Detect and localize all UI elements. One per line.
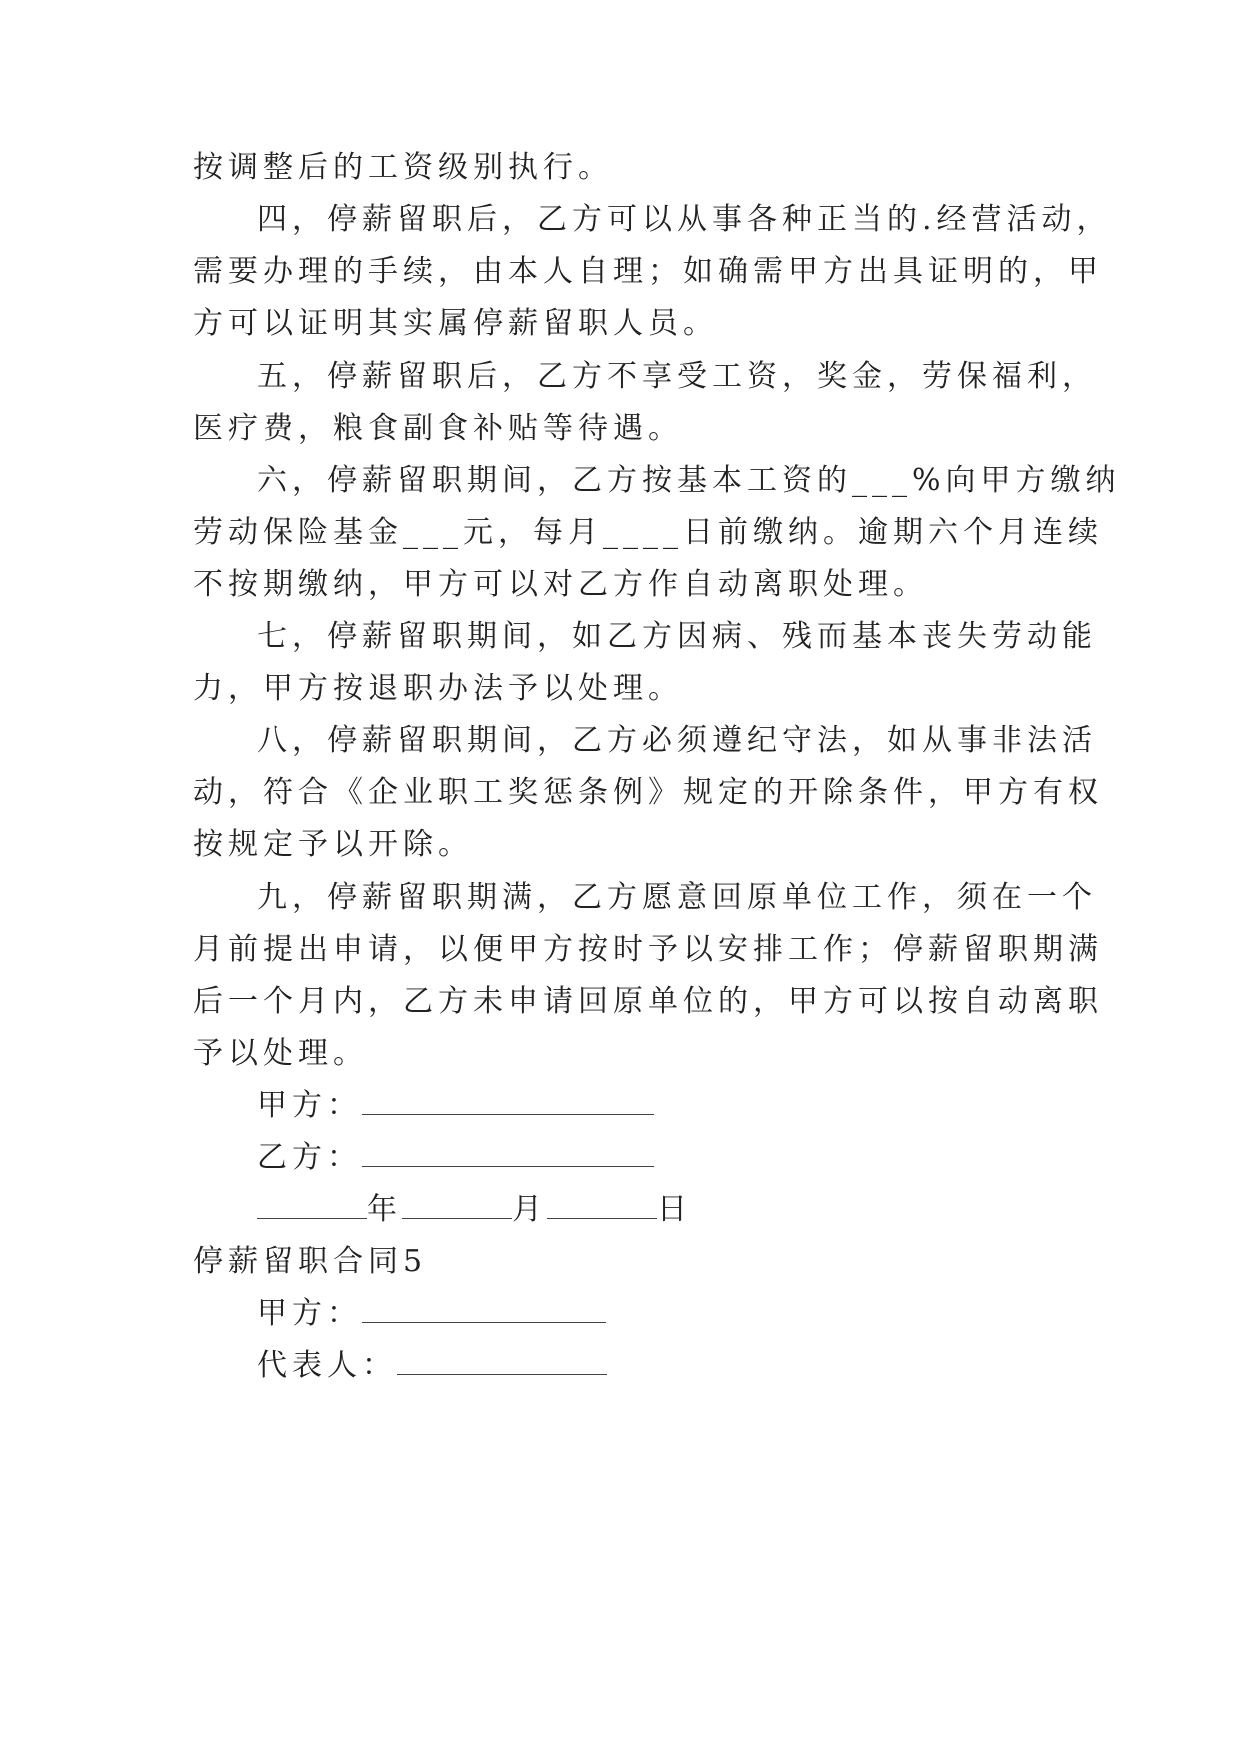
party-a-label: 甲方： bbox=[257, 1088, 362, 1123]
date-line bbox=[257, 1190, 692, 1230]
section-title: 停薪留职合同5 bbox=[193, 1244, 428, 1279]
paragraph-line: 力，甲方按退职办法予以处理。 bbox=[193, 671, 683, 706]
year-label: 年 bbox=[367, 1192, 402, 1227]
section5-party-a-line bbox=[257, 1294, 606, 1334]
party-b-signature-line bbox=[257, 1138, 654, 1178]
section5-party-a-blank[interactable] bbox=[362, 1298, 606, 1323]
paragraph-line: 五，停薪留职后，乙方不享受工资，奖金，劳保福利， bbox=[257, 359, 1097, 394]
paragraph-line: 四，停薪留职后，乙方可以从事各种正当的.经营活动， bbox=[257, 202, 1112, 237]
month-label: 月 bbox=[512, 1192, 547, 1227]
section5-party-a-label: 甲方： bbox=[257, 1296, 362, 1331]
party-a-signature-line bbox=[257, 1086, 654, 1126]
paragraph-line: 方可以证明其实属停薪留职人员。 bbox=[193, 306, 718, 341]
paragraph-line: 需要办理的手续，由本人自理；如确需甲方出具证明的，甲 bbox=[193, 254, 1103, 289]
party-b-label: 乙方： bbox=[257, 1140, 362, 1175]
paragraph-line: 七，停薪留职期间，如乙方因病、残而基本丧失劳动能 bbox=[257, 619, 1097, 654]
paragraph-line: 劳动保险基金___元，每月____日前缴纳。逾期六个月连续 bbox=[193, 515, 1103, 550]
paragraph-line: 动，符合《企业职工奖惩条例》规定的开除条件，甲方有权 bbox=[193, 775, 1103, 810]
paragraph-line: 六，停薪留职期间，乙方按基本工资的___%向甲方缴纳 bbox=[257, 463, 1121, 498]
paragraph-line: 不按期缴纳，甲方可以对乙方作自动离职处理。 bbox=[193, 567, 928, 602]
day-blank[interactable] bbox=[547, 1194, 657, 1219]
paragraph-line: 九，停薪留职期满，乙方愿意回原单位工作，须在一个 bbox=[257, 880, 1097, 915]
party-a-blank[interactable] bbox=[362, 1090, 654, 1115]
paragraph-line: 按规定予以开除。 bbox=[193, 827, 473, 862]
paragraph-line: 后一个月内，乙方未申请回原单位的，甲方可以按自动离职 bbox=[193, 984, 1103, 1019]
party-b-blank[interactable] bbox=[362, 1142, 654, 1167]
representative-label: 代表人： bbox=[257, 1348, 397, 1383]
representative-line bbox=[257, 1346, 607, 1386]
paragraph-line: 八，停薪留职期间，乙方必须遵纪守法，如从事非法活 bbox=[257, 723, 1097, 758]
month-blank[interactable] bbox=[402, 1194, 512, 1219]
paragraph-line: 医疗费，粮食副食补贴等待遇。 bbox=[193, 411, 683, 446]
paragraph-line: 按调整后的工资级别执行。 bbox=[193, 150, 613, 185]
day-label: 日 bbox=[657, 1192, 692, 1227]
paragraph-line: 月前提出申请，以便甲方按时予以安排工作；停薪留职期满 bbox=[193, 932, 1103, 967]
paragraph-line: 予以处理。 bbox=[193, 1036, 368, 1071]
representative-blank[interactable] bbox=[397, 1350, 607, 1375]
year-blank[interactable] bbox=[257, 1194, 367, 1219]
